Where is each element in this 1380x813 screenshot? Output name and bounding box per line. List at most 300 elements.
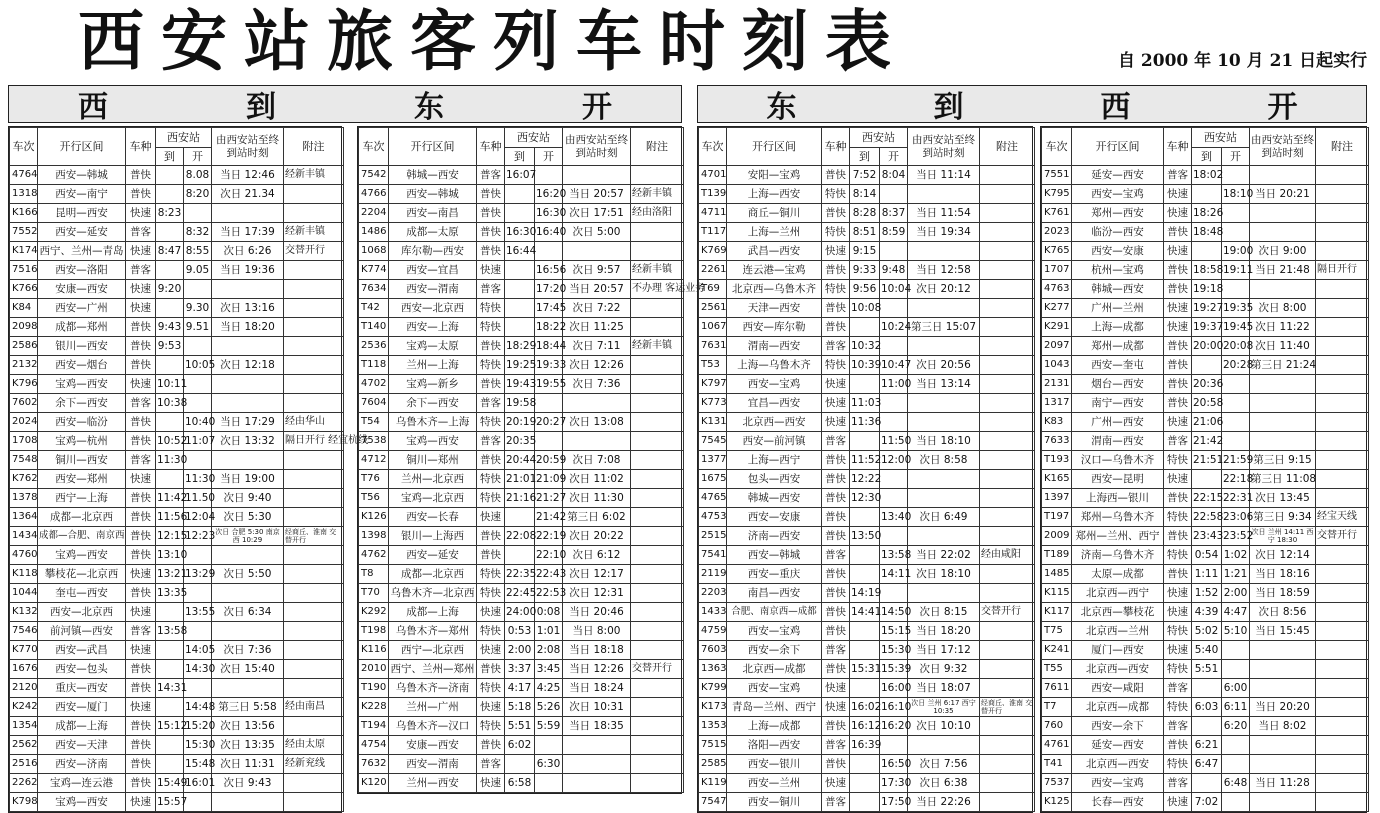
train-number: K762 (10, 470, 38, 489)
departure: 4:47 (1222, 603, 1250, 622)
route: 西安—铜川 (727, 793, 822, 812)
terminal-time: 次日 13:45 (1250, 489, 1316, 508)
arrival: 0:53 (505, 622, 535, 641)
table-row (1042, 318, 1369, 337)
train-number: K118 (10, 565, 38, 584)
train-type: 特快 (1164, 546, 1192, 565)
header-xian-station: 西安站 (505, 128, 563, 148)
note (980, 489, 1035, 508)
table-row (359, 755, 684, 774)
departure: 5:59 (535, 717, 563, 736)
train-type: 普快 (126, 679, 156, 698)
table-row (10, 280, 344, 299)
train-type: 普快 (126, 660, 156, 679)
train-type: 普快 (822, 584, 850, 603)
note (1316, 223, 1369, 242)
header-train-number: 车次 (10, 128, 38, 166)
route: 北京西—成都 (727, 660, 822, 679)
train-type: 特快 (477, 318, 505, 337)
note (631, 375, 684, 394)
table-row (1042, 299, 1369, 318)
terminal-time: 次日 13:35 (212, 736, 284, 755)
route: 太原—成都 (1072, 565, 1164, 584)
departure: 13:40 (880, 508, 908, 527)
route: 宝鸡—新乡 (389, 375, 477, 394)
departure: 23:52 (1222, 527, 1250, 546)
note (284, 508, 344, 527)
note (631, 394, 684, 413)
table-row (359, 432, 684, 451)
terminal-time: 当日 18:07 (908, 679, 980, 698)
arrival: 14:19 (850, 584, 880, 603)
table-row (699, 318, 1035, 337)
arrival: 9:33 (850, 261, 880, 280)
terminal-time: 次日 合肥 5:30 南京西 10:29 (212, 527, 284, 546)
train-number: T117 (699, 223, 727, 242)
arrival: 16:44 (505, 242, 535, 261)
note (980, 413, 1035, 432)
route: 西安—前河镇 (727, 432, 822, 451)
departure (184, 679, 212, 698)
departure: 10:04 (880, 280, 908, 299)
note (284, 299, 344, 318)
terminal-time: 当日 17:39 (212, 223, 284, 242)
note: 交替开行 (284, 242, 344, 261)
train-number: 1676 (10, 660, 38, 679)
arrival: 20:35 (505, 432, 535, 451)
train-type: 特快 (1164, 622, 1192, 641)
note: 经商丘、淮南 交替开行 (284, 527, 344, 546)
table-row (1042, 204, 1369, 223)
departure: 16:20 (535, 185, 563, 204)
header-terminal-time: 由西安站至终到站时刻 (563, 128, 631, 166)
arrival: 2:00 (505, 641, 535, 660)
train-number: 7604 (359, 394, 389, 413)
departure (1222, 660, 1250, 679)
terminal-time (1250, 755, 1316, 774)
table-row (359, 223, 684, 242)
departure: 10:05 (184, 356, 212, 375)
terminal-time: 当日 8:00 (563, 622, 631, 641)
route: 宝鸡—西安 (389, 432, 477, 451)
note (284, 546, 344, 565)
table-row (699, 204, 1035, 223)
band-char: 西 (1100, 90, 1131, 125)
train-number: T69 (699, 280, 727, 299)
departure (535, 394, 563, 413)
route: 天津—西安 (727, 299, 822, 318)
table-row (1042, 660, 1369, 679)
train-type: 特快 (477, 413, 505, 432)
note (1316, 299, 1369, 318)
arrival: 19:27 (1192, 299, 1222, 318)
table-row (359, 356, 684, 375)
train-type: 快速 (1164, 584, 1192, 603)
table-panel-2 (357, 126, 706, 794)
route: 韩城—西安 (389, 166, 477, 185)
train-type: 普快 (126, 413, 156, 432)
route: 渭南—西安 (1072, 432, 1164, 451)
table-row (10, 261, 344, 280)
terminal-time (1250, 679, 1316, 698)
departure (184, 622, 212, 641)
train-number: T8 (359, 565, 389, 584)
train-number: K292 (359, 603, 389, 622)
terminal-time: 当日 20:21 (1250, 185, 1316, 204)
table-row (699, 432, 1035, 451)
arrival: 8:47 (156, 242, 184, 261)
train-number: T139 (699, 185, 727, 204)
arrival: 10:39 (850, 356, 880, 375)
note (284, 774, 344, 793)
departure: 3:45 (535, 660, 563, 679)
table-row (10, 432, 344, 451)
note (631, 546, 684, 565)
arrival: 11:30 (156, 451, 184, 470)
train-number: K174 (10, 242, 38, 261)
table-row (1042, 508, 1369, 527)
departure (184, 337, 212, 356)
arrival (156, 755, 184, 774)
train-type: 普快 (477, 185, 505, 204)
train-type: 快速 (126, 470, 156, 489)
route: 宝鸡—杭州 (38, 432, 126, 451)
header-train-type: 车种 (1164, 128, 1192, 166)
arrival: 11:52 (850, 451, 880, 470)
train-number: 2098 (10, 318, 38, 337)
arrival: 5:51 (505, 717, 535, 736)
terminal-time: 当日 18:24 (563, 679, 631, 698)
route: 延安—西安 (1072, 166, 1164, 185)
table-row (10, 204, 344, 223)
route: 库尔勒—西安 (389, 242, 477, 261)
arrival: 9:53 (156, 337, 184, 356)
terminal-time (1250, 793, 1316, 812)
table-row (699, 375, 1035, 394)
train-number: K241 (1042, 641, 1072, 660)
terminal-time (908, 337, 980, 356)
train-type: 快速 (126, 299, 156, 318)
route: 奎屯—西安 (38, 584, 126, 603)
arrival: 8:23 (156, 204, 184, 223)
terminal-time: 第三日 15:07 (908, 318, 980, 337)
note: 交替开行 (1316, 527, 1369, 546)
band-char: 开 (582, 90, 612, 125)
table-row (699, 508, 1035, 527)
route: 西安—奎屯 (1072, 356, 1164, 375)
train-number: K173 (699, 698, 727, 717)
table-row (1042, 432, 1369, 451)
route: 西安—韩城 (389, 185, 477, 204)
departure (1222, 641, 1250, 660)
route: 郑州—兰州、西宁 (1072, 527, 1164, 546)
table-row (699, 356, 1035, 375)
arrival: 13:58 (156, 622, 184, 641)
terminal-time: 当日 11:54 (908, 204, 980, 223)
departure: 9:48 (880, 261, 908, 280)
train-type: 快速 (477, 641, 505, 660)
table-row (359, 527, 684, 546)
header-arrival: 到 (156, 148, 184, 166)
terminal-time: 次日 5:30 (212, 508, 284, 527)
header-note: 附注 (980, 128, 1035, 166)
note (631, 451, 684, 470)
route: 西安—上海 (389, 318, 477, 337)
train-number: T198 (359, 622, 389, 641)
train-type: 普快 (126, 584, 156, 603)
train-number: 4711 (699, 204, 727, 223)
route: 重庆—西安 (38, 679, 126, 698)
train-type: 特快 (477, 679, 505, 698)
train-number: 1485 (1042, 565, 1072, 584)
route: 韩城—西安 (727, 489, 822, 508)
train-type: 快速 (126, 375, 156, 394)
departure: 22:31 (1222, 489, 1250, 508)
terminal-time: 第三日 11:08 (1250, 470, 1316, 489)
train-type: 特快 (822, 280, 850, 299)
terminal-time: 次日 6:38 (908, 774, 980, 793)
departure (184, 451, 212, 470)
terminal-time: 次日 9:32 (908, 660, 980, 679)
terminal-time: 次日 13:32 (212, 432, 284, 451)
train-number: K761 (1042, 204, 1072, 223)
terminal-time (212, 337, 284, 356)
arrival: 21:51 (1192, 451, 1222, 470)
terminal-time: 次日 10:10 (908, 717, 980, 736)
arrival (850, 432, 880, 451)
route: 银川—西安 (38, 337, 126, 356)
table-row (10, 375, 344, 394)
train-type: 快速 (1164, 242, 1192, 261)
arrival (505, 508, 535, 527)
note (980, 394, 1035, 413)
arrival: 13:10 (156, 546, 184, 565)
table-row (699, 527, 1035, 546)
train-number: 7538 (359, 432, 389, 451)
route: 兰州—西安 (389, 774, 477, 793)
train-type: 普快 (822, 660, 850, 679)
train-number: 1398 (359, 527, 389, 546)
terminal-time: 次日 17:51 (563, 204, 631, 223)
terminal-time (563, 242, 631, 261)
departure: 1:01 (535, 622, 563, 641)
train-type: 快速 (477, 698, 505, 717)
terminal-time: 次日 8:58 (908, 451, 980, 470)
departure: 21:27 (535, 489, 563, 508)
note (980, 508, 1035, 527)
train-type: 普客 (1164, 679, 1192, 698)
table-row (699, 698, 1035, 717)
arrival: 9:15 (850, 242, 880, 261)
route: 广州—西安 (1072, 413, 1164, 432)
terminal-time (563, 774, 631, 793)
route: 韩城—西安 (1072, 280, 1164, 299)
note (1316, 603, 1369, 622)
train-type: 快速 (126, 242, 156, 261)
route: 西安—韩城 (727, 546, 822, 565)
train-type: 普客 (1164, 774, 1192, 793)
departure (184, 793, 212, 812)
departure (880, 489, 908, 508)
train-type: 普快 (477, 546, 505, 565)
train-type: 快速 (477, 774, 505, 793)
note (631, 242, 684, 261)
route: 合肥、南京西—成都 (727, 603, 822, 622)
table-row (10, 622, 344, 641)
departure (880, 527, 908, 546)
note (1316, 755, 1369, 774)
header-departure: 开 (535, 148, 563, 166)
arrival: 18:26 (1192, 204, 1222, 223)
arrival (156, 736, 184, 755)
arrival: 20:36 (1192, 375, 1222, 394)
note (980, 717, 1035, 736)
arrival: 22:58 (1192, 508, 1222, 527)
note (284, 394, 344, 413)
train-number: 4702 (359, 375, 389, 394)
table-row (1042, 565, 1369, 584)
table-row (1042, 736, 1369, 755)
train-type: 普快 (126, 717, 156, 736)
note (631, 470, 684, 489)
arrival (505, 755, 535, 774)
train-number: K766 (10, 280, 38, 299)
table-row (10, 793, 344, 812)
table-row (1042, 622, 1369, 641)
note (980, 470, 1035, 489)
arrival (156, 470, 184, 489)
route: 西安—兰州 (727, 774, 822, 793)
note: 经新丰镇 (631, 337, 684, 356)
route: 济南—西安 (727, 527, 822, 546)
arrival: 9:43 (156, 318, 184, 337)
train-number: 4760 (10, 546, 38, 565)
terminal-time (908, 584, 980, 603)
table-row (1042, 261, 1369, 280)
table-row (359, 299, 684, 318)
train-type: 快速 (1164, 603, 1192, 622)
table-row (699, 755, 1035, 774)
terminal-time: 当日 15:45 (1250, 622, 1316, 641)
table-row (699, 166, 1035, 185)
arrival: 15:31 (850, 660, 880, 679)
note (980, 185, 1035, 204)
departure (1222, 736, 1250, 755)
departure: 5:10 (1222, 622, 1250, 641)
train-number: 1317 (1042, 394, 1072, 413)
terminal-time: 次日 5:50 (212, 565, 284, 584)
train-type: 普客 (822, 736, 850, 755)
terminal-time: 次日 7:56 (908, 755, 980, 774)
route: 西安—宝鸡 (727, 679, 822, 698)
arrival: 19:37 (1192, 318, 1222, 337)
route: 兰州—上海 (389, 356, 477, 375)
route: 西宁、兰州—青岛 (38, 242, 126, 261)
terminal-time: 次日 9:40 (212, 489, 284, 508)
terminal-time (1250, 736, 1316, 755)
route: 兰州—北京西 (389, 470, 477, 489)
departure: 14:05 (184, 641, 212, 660)
route: 北京西—乌鲁木齐 (727, 280, 822, 299)
train-number: K773 (699, 394, 727, 413)
train-type: 普快 (1164, 394, 1192, 413)
terminal-time (563, 166, 631, 185)
header-note: 附注 (284, 128, 344, 166)
train-number: 4712 (359, 451, 389, 470)
departure (880, 337, 908, 356)
train-type: 特快 (477, 299, 505, 318)
departure (880, 242, 908, 261)
note (631, 641, 684, 660)
train-number: 7542 (359, 166, 389, 185)
table-row (699, 660, 1035, 679)
arrival: 19:18 (1192, 280, 1222, 299)
arrival (156, 413, 184, 432)
terminal-time (908, 394, 980, 413)
train-number: 2010 (359, 660, 389, 679)
train-number: 2561 (699, 299, 727, 318)
note: 经新丰镇 (631, 185, 684, 204)
route: 余下—西安 (38, 394, 126, 413)
terminal-time (212, 584, 284, 603)
route: 西安—宝鸡 (727, 622, 822, 641)
train-type: 特快 (1164, 660, 1192, 679)
arrival: 6:47 (1192, 755, 1222, 774)
route: 成都—北京西 (389, 565, 477, 584)
train-number: T75 (1042, 622, 1072, 641)
note (284, 565, 344, 584)
departure (184, 204, 212, 223)
train-number: 4753 (699, 508, 727, 527)
table-row (359, 185, 684, 204)
table-row (10, 527, 344, 546)
train-type: 快速 (477, 603, 505, 622)
train-number: 7551 (1042, 166, 1072, 185)
header-note: 附注 (631, 128, 684, 166)
train-number: 7547 (699, 793, 727, 812)
route: 西安—余下 (1072, 717, 1164, 736)
departure (880, 394, 908, 413)
departure: 11:00 (880, 375, 908, 394)
terminal-time: 次日 20:12 (908, 280, 980, 299)
route: 北京西—兰州 (1072, 622, 1164, 641)
train-number: K797 (699, 375, 727, 394)
train-type: 快速 (126, 603, 156, 622)
table-row (359, 546, 684, 565)
table-row (1042, 280, 1369, 299)
arrival: 18:58 (1192, 261, 1222, 280)
departure: 18:22 (535, 318, 563, 337)
table-row (359, 584, 684, 603)
route: 乌鲁木齐—上海 (389, 413, 477, 432)
table-row (1042, 603, 1369, 622)
train-number: 7602 (10, 394, 38, 413)
departure (535, 432, 563, 451)
train-type: 普快 (477, 375, 505, 394)
train-type: 快速 (1164, 299, 1192, 318)
note (631, 166, 684, 185)
table-row (359, 508, 684, 527)
train-type: 普客 (822, 546, 850, 565)
departure: 8:55 (184, 242, 212, 261)
terminal-time (1250, 660, 1316, 679)
train-number: 2536 (359, 337, 389, 356)
arrival: 11:03 (850, 394, 880, 413)
table-row (10, 679, 344, 698)
terminal-time: 次日 15:40 (212, 660, 284, 679)
table-row (1042, 337, 1369, 356)
train-number: 2261 (699, 261, 727, 280)
